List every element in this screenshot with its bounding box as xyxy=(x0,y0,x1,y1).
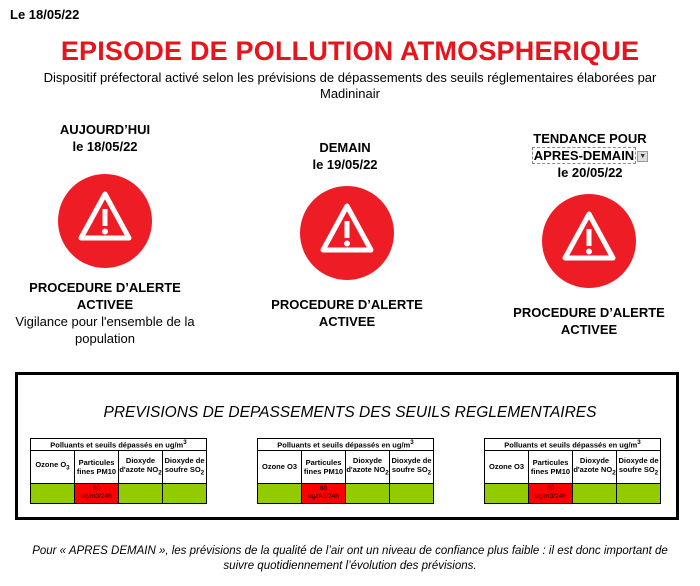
ozone-label: Ozone O3 xyxy=(258,450,302,483)
page-subtitle: Dispositif préfectoral activé selon les prévisions de dépassements des seuils réglementaires élaborées par Madininair xyxy=(43,70,657,101)
pm10-label: Particules fines PM10 xyxy=(529,450,573,483)
tomorrow-procedure: PROCEDURE D’ALERTE ACTIVEE xyxy=(271,297,423,329)
pm10-status: 80 ug/m3/24h xyxy=(302,483,346,503)
so2-status xyxy=(163,483,207,503)
pollutant-table-today xyxy=(30,438,207,504)
after-tomorrow-status xyxy=(494,304,684,338)
table-header: Polluants et seuils dépassés en $ug/m^3$ xyxy=(258,439,434,451)
so2-status xyxy=(390,483,434,503)
pollutant-table-tomorrow xyxy=(257,438,434,504)
after-tomorrow-procedure: PROCEDURE D’ALERTE ACTIVEE xyxy=(513,305,665,337)
today-procedure: PROCEDURE D’ALERTE ACTIVEE xyxy=(29,280,181,312)
ozone-label: Ozone $O_3$ xyxy=(31,450,75,483)
pm10-label: Particules fines PM10 xyxy=(302,450,346,483)
page-title: EPISODE DE POLLUTION ATMOSPHERIQUE xyxy=(60,36,640,66)
no2-status xyxy=(119,483,163,503)
table-header: Polluants et seuils dépassés en $ug/m^3$ xyxy=(485,439,661,451)
no2-label: Dioxyde d'azote $NO_2$ xyxy=(573,450,617,483)
trend-label: TENDANCE POUR xyxy=(533,131,647,146)
tomorrow-date: le 19/05/22 xyxy=(312,157,378,172)
ozone-status xyxy=(485,483,529,503)
panel-title: PREVISIONS DE DEPASSEMENTS DES SEUILS REGLEMENTAIRES xyxy=(103,404,597,421)
so2-label: Dioxyde de soufre $SO_2$ xyxy=(390,450,434,483)
pollutant-table-after-tomorrow xyxy=(484,438,661,504)
today-date: le 18/05/22 xyxy=(72,139,138,154)
no2-status xyxy=(346,483,390,503)
pm10-status: 80 ug/m3/24h xyxy=(75,483,119,503)
tomorrow-status xyxy=(252,296,442,330)
so2-label: Dioxyde de soufre $SO_2$ xyxy=(163,450,207,483)
no2-label: Dioxyde d'azote $NO_2$ xyxy=(119,450,163,483)
today-label: AUJOURD’HUI xyxy=(59,122,151,137)
forecast-panel xyxy=(15,372,679,520)
date-line: Le 18/05/22 xyxy=(10,7,80,22)
tomorrow-header xyxy=(280,139,410,173)
tomorrow-label: DEMAIN xyxy=(319,140,371,155)
ozone-status xyxy=(258,483,302,503)
chevron-down-icon[interactable]: ▼ xyxy=(637,151,648,162)
after-tomorrow-label: APRES-DEMAIN xyxy=(533,148,635,163)
footer-note: Pour « APRES DEMAIN », les prévisions de la qualité de l’air ont un niveau de confiance plus faible : il est donc important de suivre quotidiennement l’évolution des prévisions. xyxy=(32,545,668,572)
so2-status xyxy=(617,483,661,503)
no2-status xyxy=(573,483,617,503)
alert-warning-icon xyxy=(542,194,636,288)
ozone-status xyxy=(31,483,75,503)
today-note: Vigilance pour l'ensemble de la population xyxy=(15,314,195,346)
pm10-label: Particules fines PM10 xyxy=(75,450,119,483)
alert-warning-icon xyxy=(58,174,152,268)
ozone-label: Ozone O3 xyxy=(485,450,529,483)
today-header xyxy=(40,121,170,155)
alert-warning-icon xyxy=(300,186,394,280)
after-tomorrow-date: le 20/05/22 xyxy=(557,165,623,180)
no2-label: Dioxyde d'azote $NO_2$ xyxy=(346,450,390,483)
so2-label: Dioxyde de soufre $SO_2$ xyxy=(617,450,661,483)
today-status xyxy=(10,279,200,347)
after-tomorrow-header xyxy=(515,130,665,181)
pm10-status: 80 ug/m3/24h xyxy=(529,483,573,503)
table-header: Polluants et seuils dépassés en $ug/m^3$ xyxy=(31,439,207,451)
